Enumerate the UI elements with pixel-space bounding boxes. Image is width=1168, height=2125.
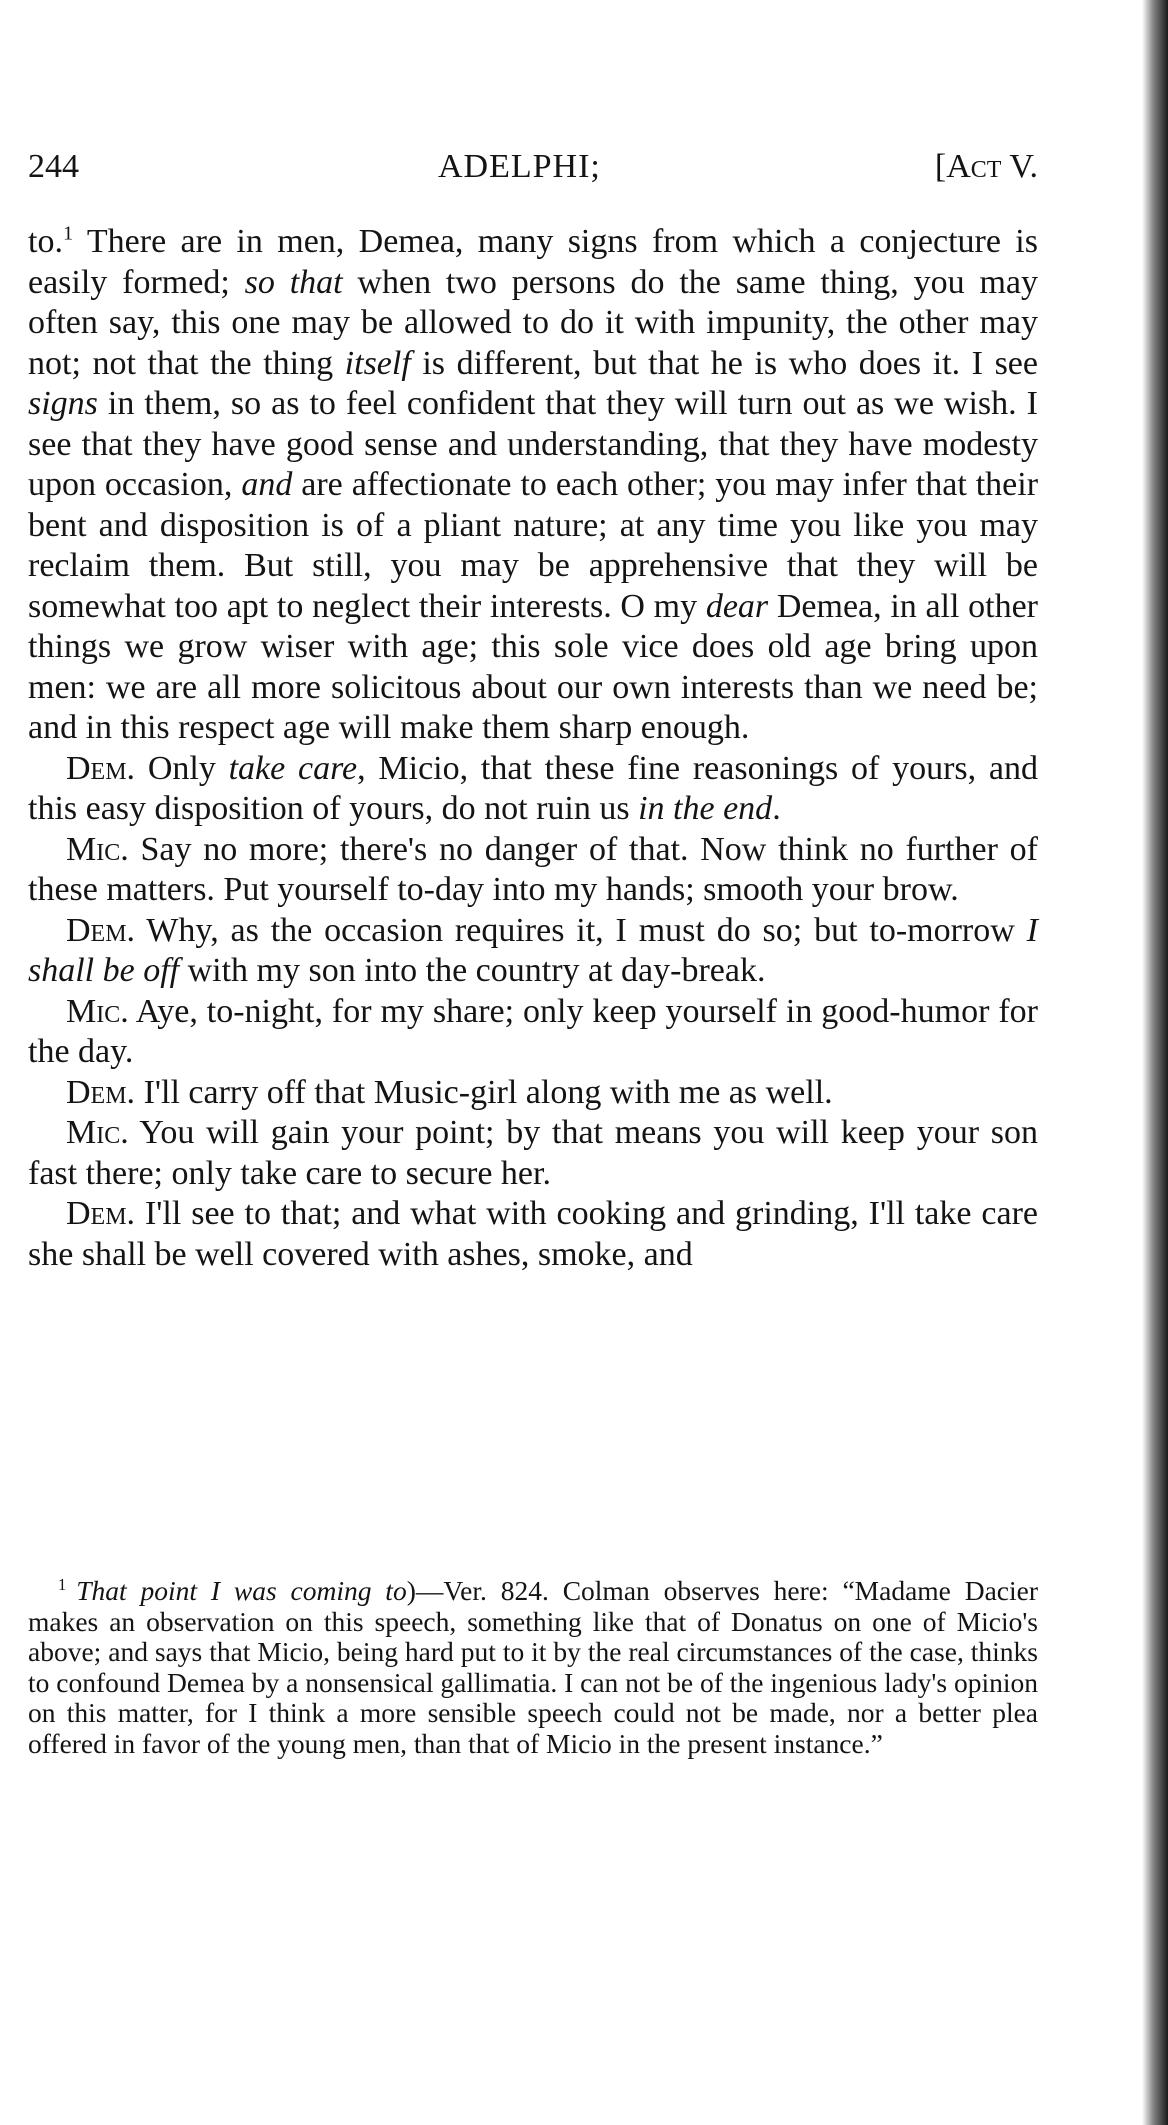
italic-text: so that — [244, 263, 343, 301]
speaker-label: Mic. — [66, 992, 129, 1030]
speech-paragraph — [28, 749, 1038, 830]
speaker-label: Mic. — [66, 1114, 129, 1151]
speaker-label: Dem. — [66, 749, 136, 787]
footnote-paragraph — [28, 1576, 1038, 1759]
text-run: )—Ver. 824. Colman observes here: “Madame Dacier makes an observation on this speech, something like that of Donatus on one of Micio's above; and says that Micio, being hard put to it by the real circumstances of the case, thinks to confound Demea by a nonsensical gallimatia. I can not be of the ingenious lady's opinion on this matter, for I think a more sensible speech could not be made, nor a better plea offered in favor of the young men, than that of Micio in the present instance.” — [28, 1575, 1038, 1759]
text-run: Aye, to-night, for my share; only keep yourself in good-humor for the day. — [28, 992, 1038, 1070]
speaker-label: Mic. — [66, 830, 129, 868]
italic-text: and — [241, 466, 293, 503]
text-run: are affectionate to each other; you may infer that their bent and disposition is of a pliant nature; at any time you like you may reclaim them. But still, you may be apprehensive that they will be somewhat too apt to neglect their interests. O my — [28, 466, 1039, 625]
text-run: Only — [135, 749, 229, 787]
main-text — [28, 222, 1038, 1275]
italic-text: That point I was coming to — [76, 1575, 407, 1606]
speech-paragraph — [28, 1113, 1038, 1194]
continuation-paragraph — [28, 222, 1038, 749]
italic-text: itself — [344, 344, 411, 382]
text-run: is different, but that he is who does it. I see — [410, 344, 1038, 382]
page-edge-shadow — [1142, 0, 1168, 2125]
running-header — [28, 148, 1038, 198]
speech-paragraph — [28, 911, 1038, 992]
speaker-label: Dem. — [66, 1073, 136, 1111]
speech-paragraph — [28, 1073, 1038, 1114]
text-run: I'll carry off that Music-girl along with me as well. — [135, 1073, 833, 1111]
speaker-label: Dem. — [66, 1195, 136, 1232]
text-run: . — [772, 790, 781, 827]
text-run: with my son into the country at day-break. — [179, 952, 766, 989]
speech-paragraph — [28, 992, 1038, 1073]
text-run: There are in men, Demea, many signs from which a conjecture is easily formed; — [28, 223, 1038, 301]
italic-text: I shall be off — [28, 911, 1038, 989]
text-run: to. — [28, 223, 63, 260]
italic-text: take care — [228, 749, 358, 787]
italic-text: dear — [705, 587, 769, 625]
footnote-reference: 1 — [62, 222, 74, 245]
italic-text: in the end — [638, 790, 773, 827]
text-run: Demea, in all other things we grow wiser with age; this sole vice does old age bring upon men: we are all more solicitous about our own interests than we need be; and in this respect age will make them sharp enough. — [28, 587, 1038, 746]
footnote — [28, 1576, 1038, 1759]
text-run: You will gain your point; by that means you will keep your son fast there; only take care to secure her. — [28, 1114, 1038, 1192]
text-run: when two persons do the same thing, you may often say, this one may be allowed to do it with impunity, the other may not; not that the thing — [28, 263, 1038, 382]
speech-paragraph — [28, 1194, 1038, 1275]
text-run: Say no more; there's no danger of that. Now think no further of these matters. Put yourself to-day into my hands; smooth your brow. — [28, 830, 1038, 908]
running-title: ADELPHI; — [438, 148, 601, 185]
text-run: , Micio, that these fine reasonings of yours, and this easy disposition of yours, do not ruin us — [28, 749, 1039, 827]
text-run: Why, as the occasion requires it, I must do so; but to-morrow — [135, 911, 1027, 949]
page-number: 244 — [28, 148, 79, 185]
footnote-marker: 1 — [58, 1574, 67, 1594]
speech-paragraph — [28, 830, 1038, 911]
text-run: in them, so as to feel confident that they will turn out as we wish. I see that they have good sense and understanding, that they have modesty upon occasion, — [28, 385, 1038, 503]
act-label: [Act V. — [934, 148, 1038, 185]
text-run: I'll see to that; and what with cooking and grinding, I'll take care she shall be well covered with ashes, smoke, and — [28, 1195, 1038, 1273]
italic-text: signs — [28, 385, 98, 422]
speaker-label: Dem. — [66, 911, 136, 949]
